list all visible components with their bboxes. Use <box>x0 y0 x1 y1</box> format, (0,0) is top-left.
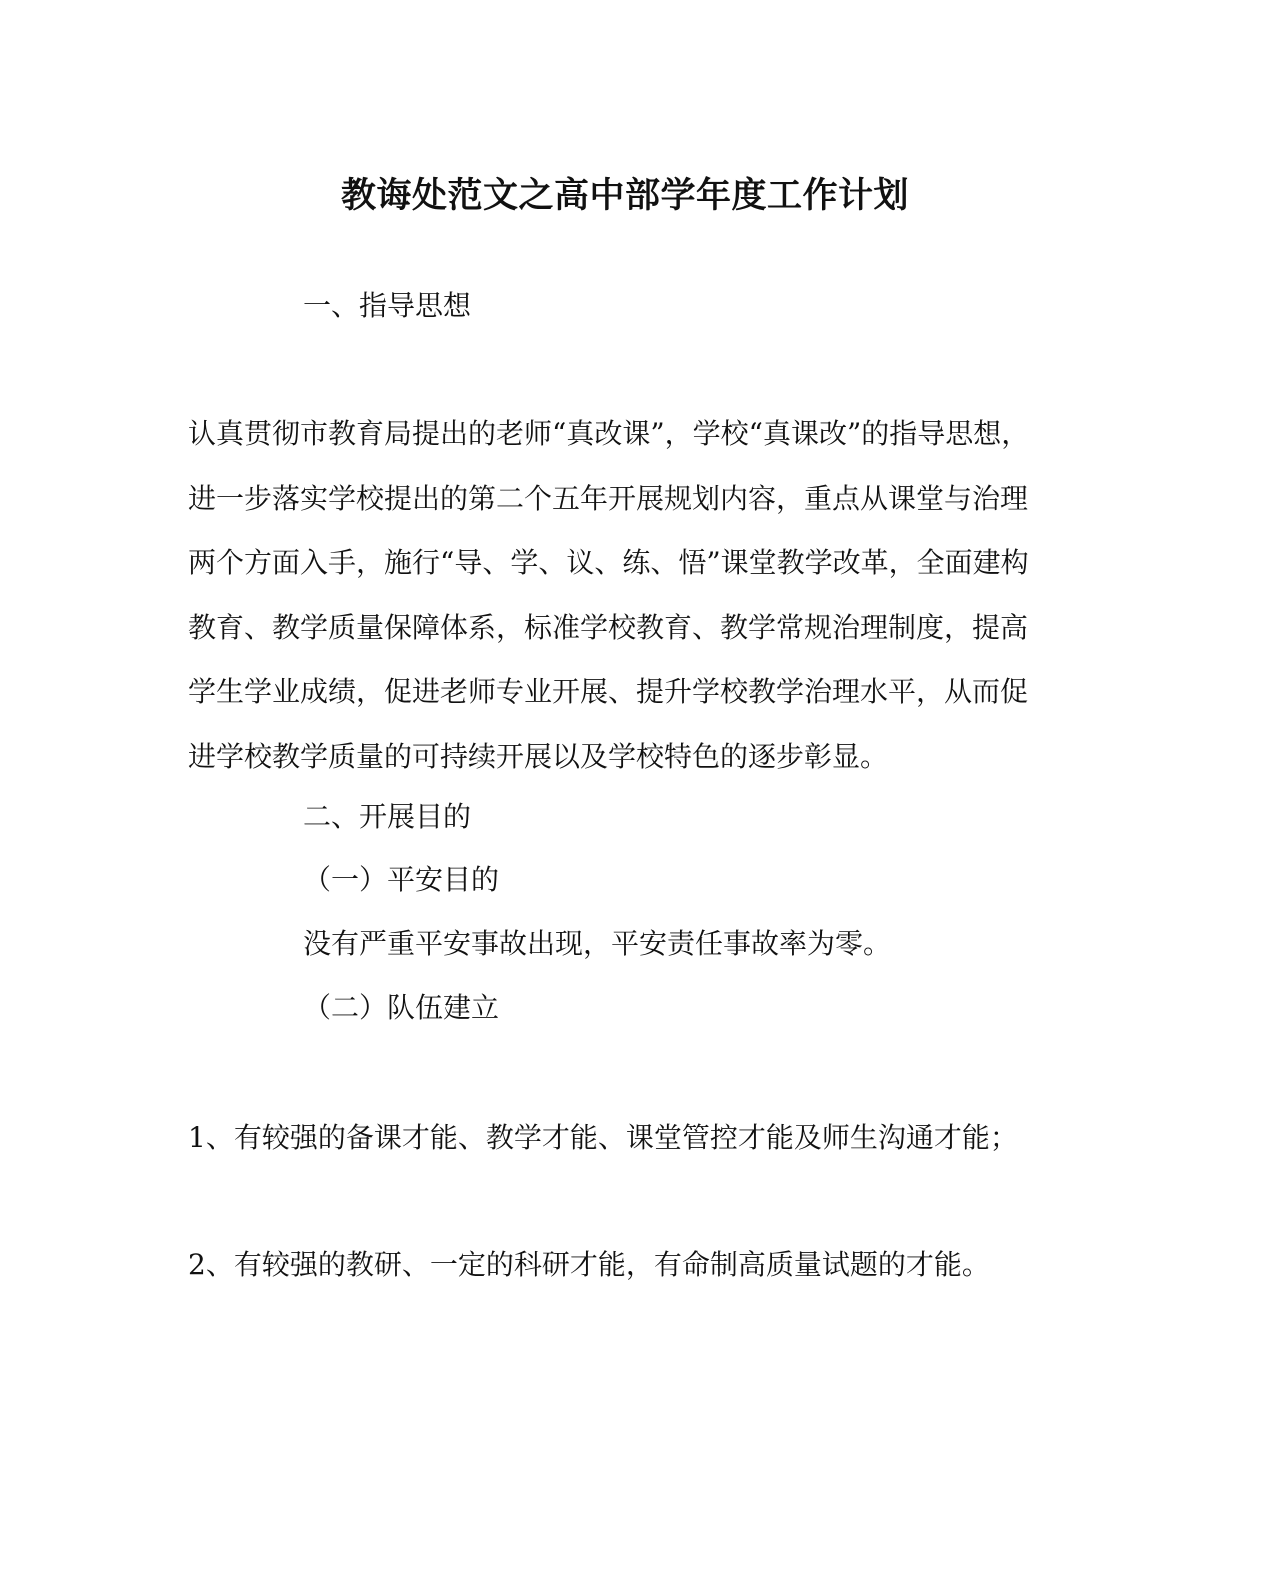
paragraph-line: 认真贯彻市教育局提出的老师“真改课”，学校“真课改”的指导思想， <box>188 417 1030 450</box>
paragraph-line: 学生学业成绩，促进老师专业开展、提升学校教学治理水平，从而促 <box>188 675 1029 708</box>
subheading-safety-goal: （一）平安目的 <box>303 863 500 896</box>
subheading-team-building: （二）队伍建立 <box>303 991 500 1024</box>
safety-goal-text: 没有严重平安事故出现，平安责任事故率为零。 <box>303 927 892 960</box>
guiding-ideology-paragraph <box>188 402 1058 789</box>
paragraph-line: 两个方面入手，施行“导、学、议、练、悟”课堂教学改革，全面建构 <box>188 546 1029 579</box>
section-heading-guiding-ideology: 一、指导思想 <box>303 289 472 322</box>
section-heading-goals: 二、开展目的 <box>303 800 472 833</box>
list-item-2: 2、有较强的教研、一定的科研才能，有命制高质量试题的才能。 <box>188 1248 990 1281</box>
document-title: 教诲处范文之高中部学年度工作计划 <box>340 175 909 216</box>
list-item-1: 1、有较强的备课才能、教学才能、课堂管控才能及师生沟通才能； <box>188 1121 1018 1154</box>
paragraph-line: 进一步落实学校提出的第二个五年开展规划内容，重点从课堂与治理 <box>188 481 1029 515</box>
paragraph-line: 教育、教学质量保障体系，标准学校教育、教学常规治理制度，提高 <box>188 610 1029 644</box>
paragraph-line: 进学校教学质量的可持续开展以及学校特色的逐步彰显。 <box>188 739 889 773</box>
